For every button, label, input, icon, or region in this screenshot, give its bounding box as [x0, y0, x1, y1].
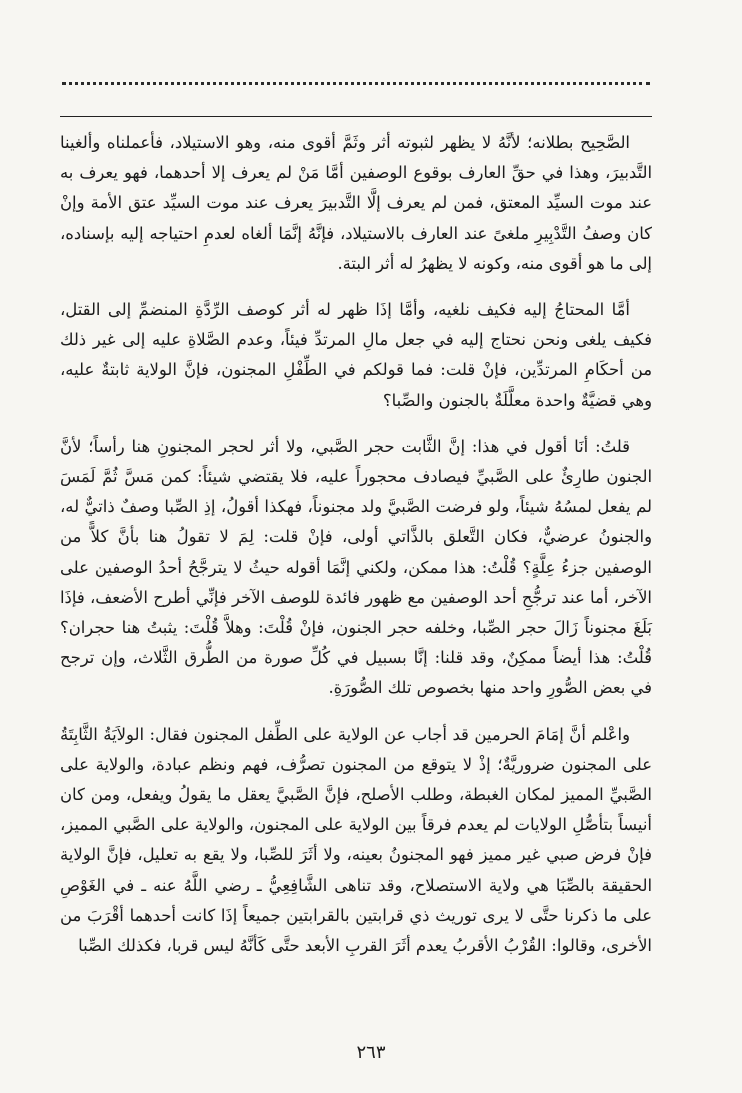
- page-number: ٢٦٣: [356, 1042, 386, 1063]
- page-body: [60, 128, 652, 977]
- header-rule: [60, 116, 652, 117]
- paragraph-2: أمَّا المحتاجُ إليه فكيف نلغيه، وأمَّا إذَا ظهر له أثر كوصف الرِّدَّةِ المنضمِّ إلى القتل، فكيف يلغى ونحن نحتاج إليه في جعل مالِ المرتدِّ فيئاً، وعدم الصَّلاةِ عليه إلى غير ذلك من أحكَامِ المرتدِّين، فإنْ قلت: فما قولكم في الطِّفْلِ المجنون، فإنَّ الولاية ثابتةٌ عليه، وهي قضيَّةٌ واحدة معلَّلَةٌ بالجنون والصِّبا؟: [60, 300, 652, 410]
- paragraph-4: واعْلم أنَّ إمَامَ الحرمين قد أجاب عن الولاية على الطِّفل المجنون فقال: الولاَيَةُ الثَّابِتَةُ على المجنون ضروريَّةٌ؛ إذْ لا يتوقع من المجنون تصرُّف، فهم ونظم عبادة، والولاية على الصَّبيِّ المميز لمكان الغبطة، وطلب الأصلح، فإنَّ الصَّبيَّ يعقل ما يقولُ ويفعل، ومن كان أنيساً بتأصُّلِ الولايات لم يعدم فرقاً بين الولاية على المجنون، والولاية على الصَّبي المميز، فإنْ فرض صبي غير مميز فهو المجنونُ بعينه، ولا أثَرَ للصِّبا، ولا يقع به تعليل، فإنَّ الولاية الحقيقة بالصِّبَا هي ولاية الاستصلاح، وقد تناهى الشَّافِعِيُّ ـ رضي اللَّهُ عنه ـ في الغَوْصِ على ما ذكرنا حتَّى لا يرى توريث ذي قرابتين بالقرابتين جميعاً إذَا كانت أحدهما أقْرَبَ من الأخرى، وقالوا: القُرْبُ الأقربُ يعدم أثَرَ القربِ الأبعد حتَّى كَأنَّهُ ليس قربا، فكذلك الصِّبا: [60, 724, 652, 956]
- paragraph-3: قلتُ: أنَا أقول في هذا: إنَّ الثَّابت حجر الصَّبي، ولا أثر لحجر المجنونِ هنا رأساً؛ لأنَّ الجنون طارِئٌ على الصَّبيِّ فيصادف محجوراً عليه، فلا يقتضي شيئاً: كمن مَسَّ ثُمَّ لَمَسَ لم يفعل لمسُهُ شيئاً، ولو فرضت الصَّبيَّ ولد مجنوناً، فهكذا أقولُ، إذِ الصِّبا وصفٌ ذاتيٌّ له، والجنونُ عرضيٌّ، فكان التَّعلق بالذَّاتي أولى، فإنْ قلت: لِمَ لا تقولُ هنا بأنَّ كلاًّ من الوصفين جزءُ عِلَّةٍ؟ قُلْتُ: هذا ممكن، ولكني إنَّمَا أقوله حيثُ لا يترجَّحُ أحدُ الوصفين على الآخر، أما عند ترجُّحِ أحد الوصفين مع ظهور فائدة للوصف الآخر فإنِّي أطرح الأضعف، فإذَا بَلَغَ مجنوناً زَالَ حجر الصِّبا، وخلفه حجر الجنون، فإنْ قُلْتَ: وهلاَّ قُلْتَ: يثبتُ هنا حجران؟ قُلْتُ: هذا أيضاً ممكِنٌ، وقد قلنا: إنَّا بسبيل في كُلِّ صورة من الطُّرق الثَّلاث، وإن ترجح في بعض الصُّورِ واحد منها بخصوص تلك الصُّورَةِ.: [60, 436, 652, 698]
- paragraph-1: الصَّحِيح بطلانه؛ لأنَّهُ لا يظهر لثبوته أثر وثَمَّ أقوى منه، وهو الاستيلاد، فأعملناه وألغينا التَّدبيرَ، وهذا في حقِّ العارف بوقوع الوصفين أمَّا مَنْ لم يعرف إلا أحدهما، فهو يعرف به عند موت السيِّد المعتق، فمن لم يعرف إلَّا التَّدبيرَ يعرف عند موت السيِّد عتق الأمة وإنْ كان وصفُ التَّدْبِيرِ ملغىً عند العارف بالاستيلاد، فإنَّهُ إنَّمَا ألغاه لعدمِ احتياجه إليه بإسناده، إلى ما هو أقوى منه، وكونه لا يظهرُ له أثر البتة.: [60, 133, 652, 273]
- dotted-separator: [62, 82, 650, 85]
